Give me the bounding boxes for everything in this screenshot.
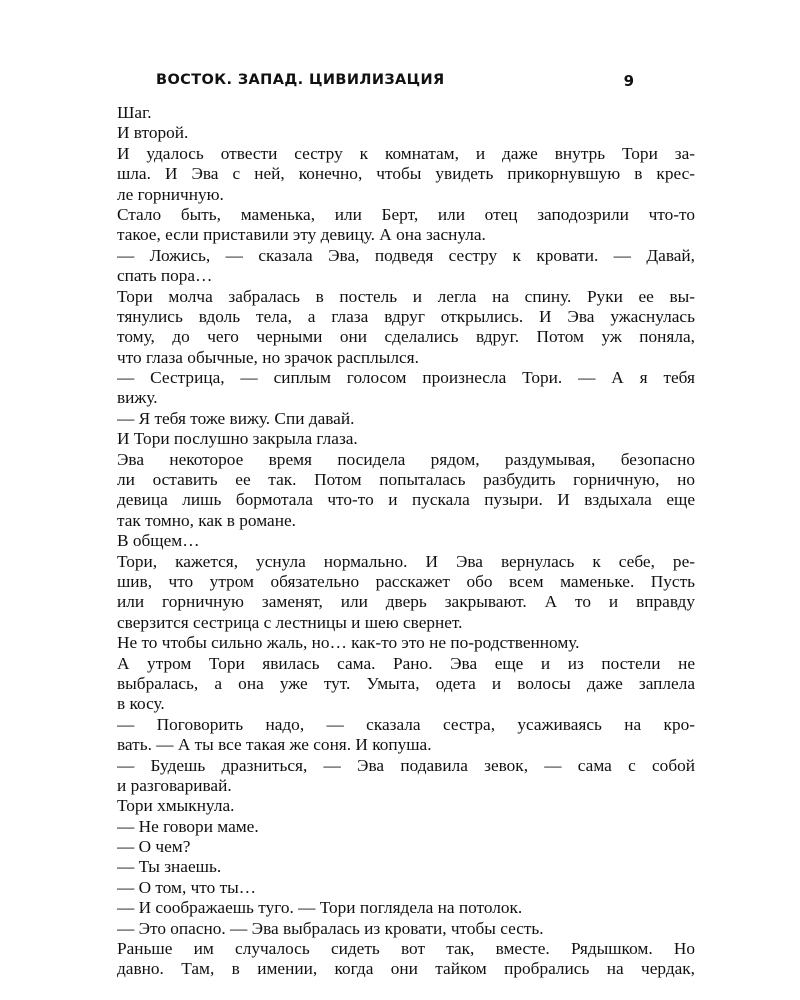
text-line: спать пора… (117, 266, 213, 286)
text-line: Не то чтобы сильно жаль, но… как-то это не по-родственному. (117, 633, 580, 653)
text-line: шив, что утром обязательно расскажет обо всем маменьке. Пусть (117, 571, 695, 591)
text-line: В общем… (117, 531, 200, 551)
text-line: и разговаривай. (117, 775, 232, 795)
body-text (117, 103, 695, 979)
text-line: И удалось отвести сестру к комнатам, и даже внутрь Тори за- (117, 143, 695, 163)
running-title: ВОСТОК. ЗАПАД. ЦИВИЛИЗАЦИЯ (156, 72, 445, 88)
text-line: тому, до чего черными они сделались вдруг. Потом уж поняла, (117, 327, 695, 347)
text-line: Тори молча забралась в постель и легла на спину. Руки ее вы- (117, 286, 695, 306)
text-line: ле горничную. (117, 184, 224, 204)
text-line: — Поговорить надо, — сказала сестра, усаживаясь на кро- (117, 714, 695, 734)
text-line: Тори хмыкнула. (117, 796, 235, 816)
text-line: вижу. (117, 388, 158, 408)
text-line: так томно, как в романе. (117, 510, 296, 530)
text-line: — Ложись, — сказала Эва, подведя сестру к кровати. — Давай, (117, 245, 695, 265)
text-line: И второй. (117, 123, 189, 143)
text-line: Раньше им случалось сидеть вот так, вместе. Рядышком. Но (117, 939, 695, 959)
text-line: сверзится сестрица с лестницы и шею свернет. (117, 612, 463, 632)
text-line: — Будешь дразниться, — Эва подавила зевок, — сама с собой (117, 755, 695, 775)
text-line: шла. И Эва с ней, конечно, чтобы увидеть прикорнувшую в крес- (117, 164, 695, 184)
text-line: Тори, кажется, уснула нормально. И Эва вернулась к себе, ре- (117, 551, 695, 571)
text-line: давно. Там, в имении, когда они тайком пробрались на чердак, (117, 959, 695, 979)
text-line: такое, если приставили эту девицу. А она заснула. (117, 225, 486, 245)
text-line: или горничную заменят, или дверь закрывают. А то и вправду (117, 592, 695, 612)
text-line: — Не говори маме. (117, 816, 259, 836)
text-line: И Тори послушно закрыла глаза. (117, 429, 358, 449)
text-line: в косу. (117, 694, 165, 714)
text-line: — Я тебя тоже вижу. Спи давай. (117, 408, 355, 428)
text-line: — Сестрица, — сиплым голосом произнесла Тори. — А я тебя (117, 368, 695, 388)
text-line: выбралась, а она уже тут. Умыта, одета и волосы даже заплела (117, 673, 695, 693)
text-line: Шаг. (117, 103, 152, 122)
text-line: — Ты знаешь. (117, 857, 222, 877)
text-line: — О чем? (117, 837, 191, 857)
text-line: — Это опасно. — Эва выбралась из кровати, чтобы сесть. (117, 918, 544, 938)
text-line: что глаза обычные, но зрачок расплылся. (117, 347, 419, 367)
text-line: Эва некоторое время посидела рядом, раздумывая, безопасно (117, 449, 695, 469)
text-line: вать. — А ты все такая же соня. И копуша. (117, 735, 432, 755)
text-line: — И соображаешь туго. — Тори поглядела на потолок. (117, 898, 523, 918)
text-line: ли оставить ее так. Потом попыталась разбудить горничную, но (117, 470, 695, 490)
text-line: девица лишь бормотала что-то и пускала пузыри. И вздыхала еще (117, 490, 695, 510)
text-line: — О том, что ты… (117, 877, 257, 897)
page-number: 9 (623, 72, 634, 90)
text-line: тянулись вдоль тела, а глаза вдруг открылись. И Эва ужаснулась (117, 306, 695, 326)
text-line: Стало быть, маменька, или Берт, или отец заподозрили что-то (117, 204, 695, 224)
running-header (156, 72, 634, 96)
text-line: А утром Тори явилась сама. Рано. Эва еще и из постели не (117, 653, 695, 673)
